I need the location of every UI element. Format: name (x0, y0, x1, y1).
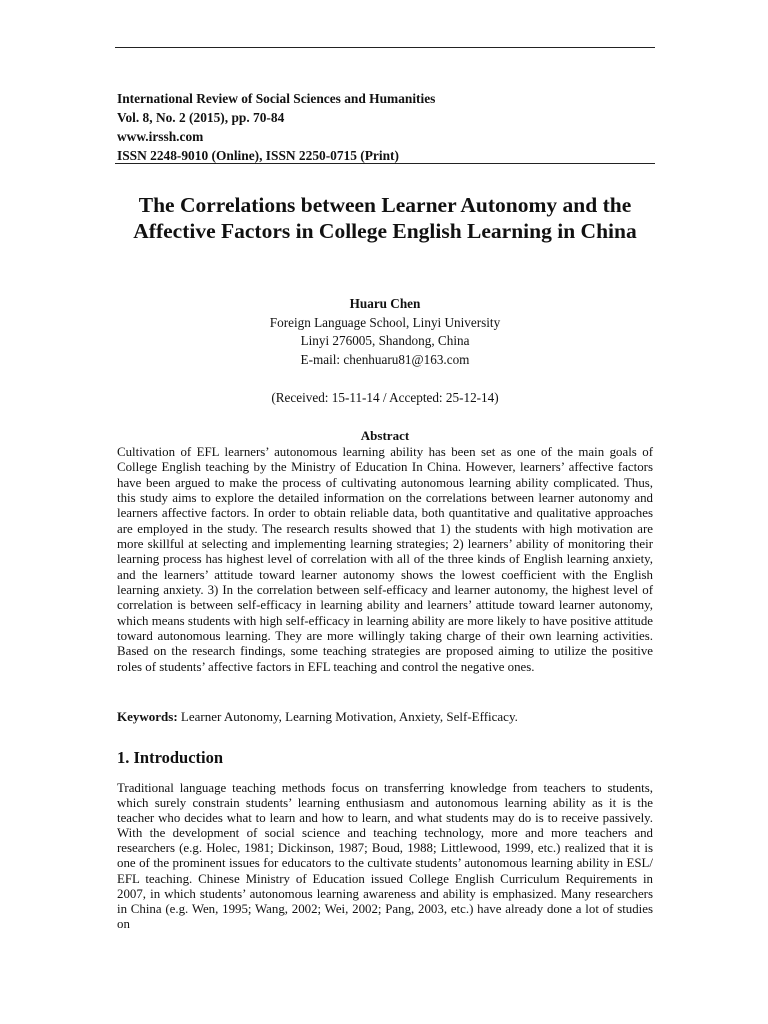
paper-title: The Correlations between Learner Autonomy and the Affective Factors in College English Learning in China (133, 193, 637, 243)
introduction-heading: 1. Introduction (117, 748, 224, 767)
author-block (100, 295, 670, 369)
keywords-text: Learner Autonomy, Learning Motivation, Anxiety, Self-Efficacy. (177, 709, 518, 724)
header-rule (115, 163, 655, 164)
keywords-line (117, 708, 653, 725)
received-dates: (Received: 15-11-14 / Accepted: 25-12-14) (271, 390, 499, 405)
keywords-label: Keywords: (117, 709, 178, 724)
journal-website: www.irssh.com (117, 129, 204, 144)
journal-issn: ISSN 2248-9010 (Online), ISSN 2250-0715 (Print) (117, 148, 399, 163)
author-name: Huaru Chen (349, 296, 421, 311)
introduction-text: Traditional language teaching methods focus on transferring knowledge from teachers to students, which surely constrain students’ learning enthusiasm and autonomous learning ability as it is the teacher who decides what to learn and how to learn, and what students may do is to receive passively. With the development of social science and teaching technology, more and more teachers and researchers (e.g. Holec, 1981; Dickinson, 1987; Boud, 1988; Littlewood, 1999, etc.) realized that it is one of the prominent issues for educators to the cultivate students’ autonomous learning ability in ESL/ EFL teaching. Chinese Ministry of Education issued College English Curriculum Requirements in 2007, in which students’ autonomous learning awareness and ability is emphasized. Many researchers in China (e.g. Wen, 1995; Wang, 2002; Wei, 2002; Pang, 2003, etc.) have already done a lot of studies on (117, 781, 653, 931)
author-affiliation: Foreign Language School, Linyi University (269, 314, 501, 330)
author-email: E-mail: chenhuaru81@163.com (300, 351, 470, 367)
author-address: Linyi 276005, Shandong, China (300, 333, 470, 348)
abstract-heading: Abstract (360, 428, 410, 443)
top-rule (115, 47, 655, 48)
journal-name: International Review of Social Sciences and Humanities (117, 91, 436, 106)
journal-header (117, 89, 435, 165)
journal-volume: Vol. 8, No. 2 (2015), pp. 70-84 (117, 110, 285, 125)
abstract-text: Cultivation of EFL learners’ autonomous learning ability has been set as one of the main goals of College English teaching by the Ministry of Education In China. However, learners’ affective factors have been argued to make the process of cultivating autonomous learning ability complicated. Thus, this study aims to explore the detailed information on the correlations between learner autonomy and learners affective factors. In order to obtain reliable data, both quantitative and qualitative approaches are employed in the study. The research results showed that 1) the students with high motivation are more skillful at selecting and implementing learning strategies; 2) learners’ ability of monitoring their learning process has highest level of correlation with all of the three kinds of English learning anxiety, and the learners’ attitude toward learner autonomy shows the lowest coefficient with the English learning anxiety. 3) In the correlation between self-efficacy and learner autonomy, the highest level of correlation is between self-efficacy in learning ability and learners’ attitude toward learner autonomy, which means students with high self-efficacy in learning ability are more likely to have positive attitude toward autonomous learning. They are more willingly taking charge of their own learning activities. Based on the research findings, some teaching strategies are proposed aiming to utilize the positive roles of students’ affective factors in EFL teaching and control the negative ones. (117, 445, 653, 674)
